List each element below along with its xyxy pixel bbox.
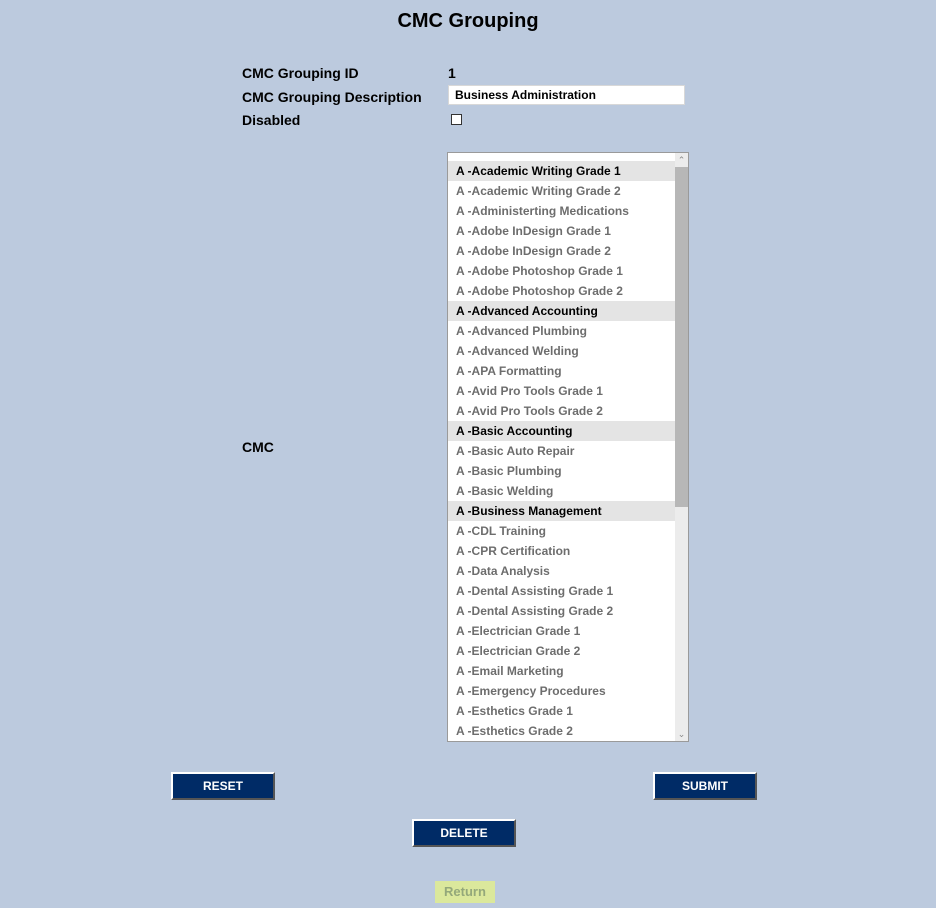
list-option[interactable]: A -Emergency Procedures xyxy=(456,684,606,698)
list-option[interactable]: A -Adobe Photoshop Grade 1 xyxy=(456,264,623,278)
list-option[interactable]: A -Advanced Welding xyxy=(456,344,579,358)
list-option[interactable]: A -Basic Plumbing xyxy=(456,464,562,478)
list-option[interactable]: A -Basic Welding xyxy=(456,484,554,498)
list-option[interactable]: A -APA Formatting xyxy=(456,364,562,378)
disabled-checkbox[interactable] xyxy=(451,114,462,125)
list-option[interactable]: A -Adobe InDesign Grade 1 xyxy=(456,224,611,238)
delete-button[interactable]: DELETE xyxy=(412,819,516,847)
list-option[interactable]: A -Advanced Plumbing xyxy=(456,324,587,338)
list-option[interactable]: A -CDL Training xyxy=(456,524,546,538)
list-option[interactable]: A -Esthetics Grade 2 xyxy=(456,724,573,738)
list-option[interactable]: A -Adobe Photoshop Grade 2 xyxy=(456,284,623,298)
list-option[interactable]: A -Avid Pro Tools Grade 2 xyxy=(456,404,603,418)
list-option[interactable]: A -Esthetics Grade 1 xyxy=(456,704,573,718)
list-option[interactable]: A -Dental Assisting Grade 1 xyxy=(456,584,614,598)
grouping-id-value: 1 xyxy=(448,65,456,81)
chevron-up-icon[interactable]: ⌃ xyxy=(677,155,686,165)
page-title: CMC Grouping xyxy=(397,10,539,32)
list-option[interactable]: A -Administerting Medications xyxy=(456,204,629,218)
list-option[interactable]: A -Adobe InDesign Grade 2 xyxy=(456,244,611,258)
list-scrollbar[interactable] xyxy=(675,153,688,741)
grouping-description-label: CMC Grouping Description xyxy=(242,89,422,105)
list-option[interactable]: A -Academic Writing Grade 1 xyxy=(448,161,675,181)
list-option[interactable]: A -Basic Auto Repair xyxy=(456,444,575,458)
list-option[interactable]: A -Advanced Accounting xyxy=(448,301,675,321)
list-option[interactable]: A -Business Management xyxy=(448,501,675,521)
list-option[interactable]: A -Electrician Grade 1 xyxy=(456,624,581,638)
list-option[interactable]: A -Electrician Grade 2 xyxy=(456,644,581,658)
list-option[interactable]: A -Avid Pro Tools Grade 1 xyxy=(456,384,603,398)
grouping-id-label: CMC Grouping ID xyxy=(242,65,359,81)
disabled-label: Disabled xyxy=(242,112,301,128)
list-option[interactable]: A -Basic Accounting xyxy=(448,421,675,441)
chevron-down-icon[interactable]: ⌄ xyxy=(677,729,686,739)
list-option[interactable]: A -Academic Writing Grade 2 xyxy=(456,184,621,198)
return-button[interactable]: Return xyxy=(435,881,495,903)
cmc-options xyxy=(448,161,675,741)
cmc-label: CMC xyxy=(242,439,274,455)
list-option[interactable]: A -Data Analysis xyxy=(456,564,550,578)
list-option[interactable]: A -CPR Certification xyxy=(456,544,571,558)
list-option[interactable]: A -Dental Assisting Grade 2 xyxy=(456,604,614,618)
reset-button[interactable]: RESET xyxy=(171,772,275,800)
list-option[interactable]: A -Email Marketing xyxy=(456,664,564,678)
scrollbar-thumb[interactable] xyxy=(675,167,688,507)
grouping-description-input[interactable] xyxy=(448,85,685,105)
submit-button[interactable]: SUBMIT xyxy=(653,772,757,800)
cmc-multiselect-list[interactable] xyxy=(447,152,689,742)
